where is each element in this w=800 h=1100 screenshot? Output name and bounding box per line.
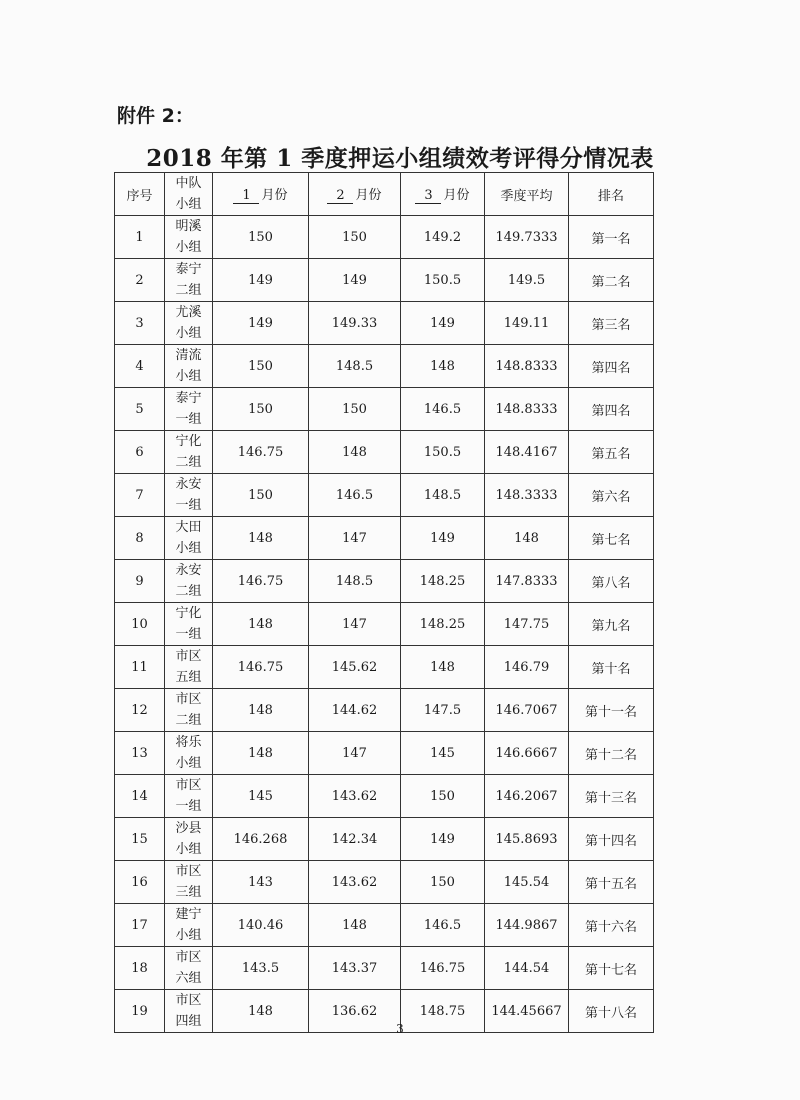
cell-group [165, 345, 213, 388]
cell-m2: 147 [309, 603, 401, 646]
header-month3 [401, 173, 485, 216]
cell-m3: 148 [401, 646, 485, 689]
cell-no: 9 [115, 560, 165, 603]
cell-m2: 146.5 [309, 474, 401, 517]
cell-m3: 148.5 [401, 474, 485, 517]
table-row [115, 560, 654, 603]
cell-rank: 第四名 [569, 345, 654, 388]
cell-m2: 147 [309, 517, 401, 560]
cell-rank: 第十四名 [569, 818, 654, 861]
cell-group-g1: 清流 [175, 348, 202, 363]
cell-avg: 148.3333 [485, 474, 569, 517]
header-month3-suffix: 月份 [443, 188, 470, 203]
cell-m3: 145 [401, 732, 485, 775]
cell-group [165, 431, 213, 474]
header-month2-suffix: 月份 [355, 188, 382, 203]
cell-rank: 第十一名 [569, 689, 654, 732]
header-no: 序号 [115, 173, 165, 216]
cell-m2: 149 [309, 259, 401, 302]
cell-group-g2: 一组 [175, 412, 202, 427]
cell-m3: 149 [401, 818, 485, 861]
cell-avg: 148 [485, 517, 569, 560]
cell-group [165, 302, 213, 345]
cell-m3: 148 [401, 345, 485, 388]
cell-avg: 149.5 [485, 259, 569, 302]
cell-no: 14 [115, 775, 165, 818]
cell-group-g1: 大田 [175, 520, 202, 535]
cell-m3: 150.5 [401, 259, 485, 302]
cell-no: 4 [115, 345, 165, 388]
header-group-line2: 小组 [175, 197, 202, 212]
cell-rank: 第一名 [569, 216, 654, 259]
cell-avg: 145.8693 [485, 818, 569, 861]
cell-m3: 146.75 [401, 947, 485, 990]
header-month2-num: 2 [327, 188, 353, 204]
cell-group-g2: 小组 [175, 842, 202, 857]
cell-group-g1: 尤溪 [175, 305, 202, 320]
table-row [115, 947, 654, 990]
cell-group-g2: 五组 [175, 670, 202, 685]
cell-group-g1: 永安 [175, 477, 202, 492]
cell-group-g2: 小组 [175, 369, 202, 384]
cell-group-g1: 市区 [175, 649, 202, 664]
cell-group-g2: 二组 [175, 455, 202, 470]
table-row [115, 345, 654, 388]
cell-group-g2: 小组 [175, 756, 202, 771]
cell-m1: 149 [213, 302, 309, 345]
cell-avg: 149.11 [485, 302, 569, 345]
cell-rank: 第八名 [569, 560, 654, 603]
cell-m2: 143.37 [309, 947, 401, 990]
table-header-row [115, 173, 654, 216]
header-avg: 季度平均 [485, 173, 569, 216]
cell-group-g1: 市区 [175, 778, 202, 793]
cell-m2: 150 [309, 216, 401, 259]
cell-group-g2: 一组 [175, 498, 202, 513]
table-row [115, 646, 654, 689]
cell-group-g2: 小组 [175, 541, 202, 556]
table-row [115, 474, 654, 517]
cell-rank: 第十七名 [569, 947, 654, 990]
cell-group [165, 560, 213, 603]
cell-group [165, 861, 213, 904]
header-group [165, 173, 213, 216]
table-row [115, 775, 654, 818]
cell-m2: 136.62 [309, 990, 401, 1033]
cell-avg: 145.54 [485, 861, 569, 904]
cell-group-g2: 二组 [175, 713, 202, 728]
header-month1 [213, 173, 309, 216]
cell-rank: 第十五名 [569, 861, 654, 904]
cell-rank: 第十二名 [569, 732, 654, 775]
cell-m2: 143.62 [309, 775, 401, 818]
cell-group-g1: 将乐 [175, 735, 202, 750]
cell-no: 17 [115, 904, 165, 947]
cell-group-g1: 宁化 [175, 606, 202, 621]
cell-rank: 第九名 [569, 603, 654, 646]
cell-group-g2: 小组 [175, 326, 202, 341]
cell-group-g2: 一组 [175, 799, 202, 814]
cell-no: 1 [115, 216, 165, 259]
cell-no: 18 [115, 947, 165, 990]
cell-rank: 第十六名 [569, 904, 654, 947]
cell-group-g1: 永安 [175, 563, 202, 578]
cell-m1: 148 [213, 517, 309, 560]
cell-avg: 146.7067 [485, 689, 569, 732]
cell-m1: 150 [213, 474, 309, 517]
cell-m1: 150 [213, 388, 309, 431]
cell-group-g1: 沙县 [175, 821, 202, 836]
cell-m2: 142.34 [309, 818, 401, 861]
cell-group [165, 947, 213, 990]
cell-m3: 150.5 [401, 431, 485, 474]
header-month3-num: 3 [415, 188, 441, 204]
cell-m1: 143.5 [213, 947, 309, 990]
cell-rank: 第三名 [569, 302, 654, 345]
cell-m1: 143 [213, 861, 309, 904]
cell-m1: 146.268 [213, 818, 309, 861]
cell-no: 6 [115, 431, 165, 474]
cell-no: 12 [115, 689, 165, 732]
cell-group-g2: 小组 [175, 240, 202, 255]
cell-rank: 第七名 [569, 517, 654, 560]
table-row [115, 603, 654, 646]
cell-group-g1: 泰宁 [175, 391, 202, 406]
table-row [115, 861, 654, 904]
cell-avg: 146.6667 [485, 732, 569, 775]
table-row [115, 431, 654, 474]
cell-no: 3 [115, 302, 165, 345]
cell-m3: 146.5 [401, 388, 485, 431]
cell-no: 19 [115, 990, 165, 1033]
cell-group-g1: 市区 [175, 692, 202, 707]
header-month2 [309, 173, 401, 216]
cell-group-g1: 建宁 [175, 907, 202, 922]
cell-avg: 149.7333 [485, 216, 569, 259]
cell-m2: 144.62 [309, 689, 401, 732]
cell-m2: 147 [309, 732, 401, 775]
table-row [115, 259, 654, 302]
cell-avg: 144.9867 [485, 904, 569, 947]
cell-group-g2: 二组 [175, 584, 202, 599]
cell-m3: 147.5 [401, 689, 485, 732]
cell-group [165, 818, 213, 861]
table-row [115, 904, 654, 947]
cell-group [165, 259, 213, 302]
page-number: 3 [396, 1022, 404, 1036]
cell-group-g1: 泰宁 [175, 262, 202, 277]
cell-m3: 148.25 [401, 560, 485, 603]
cell-avg: 148.8333 [485, 345, 569, 388]
cell-rank: 第五名 [569, 431, 654, 474]
table-row [115, 517, 654, 560]
cell-group [165, 689, 213, 732]
cell-rank: 第六名 [569, 474, 654, 517]
header-rank: 排名 [569, 173, 654, 216]
cell-no: 5 [115, 388, 165, 431]
cell-m3: 149.2 [401, 216, 485, 259]
table-row [115, 818, 654, 861]
cell-group-g1: 宁化 [175, 434, 202, 449]
cell-group-g2: 四组 [175, 1014, 202, 1029]
cell-avg: 148.4167 [485, 431, 569, 474]
cell-m2: 148 [309, 904, 401, 947]
cell-m3: 149 [401, 517, 485, 560]
cell-no: 2 [115, 259, 165, 302]
cell-m1: 146.75 [213, 560, 309, 603]
cell-no: 11 [115, 646, 165, 689]
attachment-label: 附件 2： [117, 105, 194, 127]
cell-group [165, 388, 213, 431]
cell-m1: 146.75 [213, 431, 309, 474]
cell-m3: 148.25 [401, 603, 485, 646]
cell-rank: 第十三名 [569, 775, 654, 818]
score-table [114, 172, 654, 1033]
cell-group-g1: 市区 [175, 950, 202, 965]
cell-no: 15 [115, 818, 165, 861]
cell-group [165, 474, 213, 517]
cell-group-g1: 明溪 [175, 219, 202, 234]
table-row [115, 388, 654, 431]
cell-m2: 148.5 [309, 560, 401, 603]
cell-m3: 148.75 [401, 990, 485, 1033]
cell-m3: 150 [401, 775, 485, 818]
cell-m1: 140.46 [213, 904, 309, 947]
cell-no: 8 [115, 517, 165, 560]
cell-group-g2: 小组 [175, 928, 202, 943]
cell-no: 10 [115, 603, 165, 646]
header-month1-num: 1 [233, 188, 259, 204]
cell-group-g2: 二组 [175, 283, 202, 298]
cell-m1: 150 [213, 216, 309, 259]
cell-group-g2: 六组 [175, 971, 202, 986]
cell-avg: 146.2067 [485, 775, 569, 818]
cell-avg: 146.79 [485, 646, 569, 689]
cell-group [165, 775, 213, 818]
cell-group-g1: 市区 [175, 993, 202, 1008]
cell-m1: 148 [213, 689, 309, 732]
cell-no: 7 [115, 474, 165, 517]
cell-avg: 144.45667 [485, 990, 569, 1033]
cell-group-g2: 一组 [175, 627, 202, 642]
cell-m3: 146.5 [401, 904, 485, 947]
cell-m1: 150 [213, 345, 309, 388]
cell-group [165, 732, 213, 775]
cell-avg: 148.8333 [485, 388, 569, 431]
cell-group [165, 646, 213, 689]
cell-group [165, 216, 213, 259]
cell-m2: 143.62 [309, 861, 401, 904]
cell-group-g2: 三组 [175, 885, 202, 900]
cell-m1: 148 [213, 990, 309, 1033]
table-row [115, 302, 654, 345]
cell-m1: 148 [213, 732, 309, 775]
cell-m1: 146.75 [213, 646, 309, 689]
cell-m3: 149 [401, 302, 485, 345]
cell-m3: 150 [401, 861, 485, 904]
header-month1-suffix: 月份 [261, 188, 288, 203]
cell-m1: 148 [213, 603, 309, 646]
cell-m1: 149 [213, 259, 309, 302]
cell-m2: 148 [309, 431, 401, 474]
page-title: 2018 年第 1 季度押运小组绩效考评得分情况表 [146, 145, 654, 172]
table-row [115, 689, 654, 732]
cell-m2: 149.33 [309, 302, 401, 345]
header-group-line1: 中队 [175, 176, 202, 191]
cell-rank: 第四名 [569, 388, 654, 431]
cell-group-g1: 市区 [175, 864, 202, 879]
cell-m2: 145.62 [309, 646, 401, 689]
cell-rank: 第二名 [569, 259, 654, 302]
cell-rank: 第十名 [569, 646, 654, 689]
cell-group [165, 603, 213, 646]
cell-m2: 148.5 [309, 345, 401, 388]
cell-avg: 147.8333 [485, 560, 569, 603]
cell-rank: 第十八名 [569, 990, 654, 1033]
cell-avg: 144.54 [485, 947, 569, 990]
table-row [115, 732, 654, 775]
cell-avg: 147.75 [485, 603, 569, 646]
cell-no: 16 [115, 861, 165, 904]
table-row [115, 216, 654, 259]
cell-group [165, 517, 213, 560]
cell-no: 13 [115, 732, 165, 775]
cell-group [165, 904, 213, 947]
cell-m2: 150 [309, 388, 401, 431]
cell-m1: 145 [213, 775, 309, 818]
